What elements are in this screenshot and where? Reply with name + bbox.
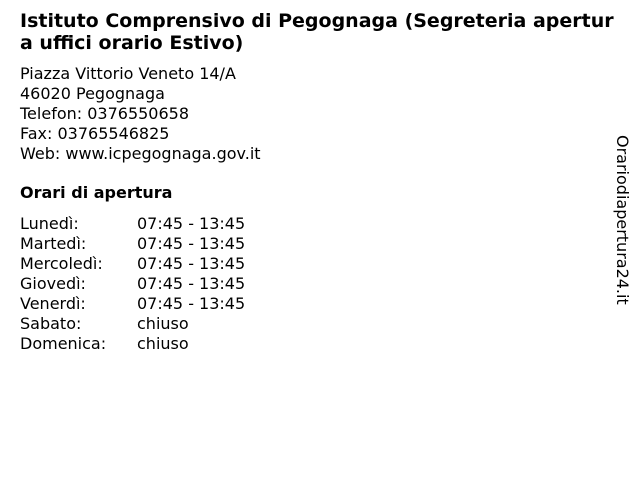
hours-row-sunday [20, 334, 245, 354]
time-range: 07:45 - 13:45 [137, 254, 246, 273]
opening-hours-table [20, 214, 245, 354]
hours-row-thursday [20, 274, 245, 294]
time-range: 07:45 - 13:45 [137, 214, 246, 233]
day-label: Venerdì: [20, 294, 86, 313]
fax-number: Fax: 03765546825 [20, 124, 170, 143]
hours-row-tuesday [20, 234, 245, 254]
website-link: Web: www.icpegognaga.gov.it [20, 144, 261, 163]
phone-number: Telefon: 0376550658 [20, 104, 190, 123]
time-range: 07:45 - 13:45 [137, 294, 246, 313]
opening-hours-heading: Orari di apertura [20, 183, 173, 202]
hours-row-saturday [20, 314, 245, 334]
time-range: chiuso [137, 314, 189, 333]
time-range: 07:45 - 13:45 [137, 234, 246, 253]
street-address: Piazza Vittorio Veneto 14/A [20, 64, 236, 83]
day-label: Martedì: [20, 234, 87, 253]
day-label: Sabato: [20, 314, 82, 333]
hours-row-monday [20, 214, 245, 234]
time-range: 07:45 - 13:45 [137, 274, 246, 293]
day-label: Giovedì: [20, 274, 86, 293]
day-label: Mercoledì: [20, 254, 103, 273]
contact-block [20, 64, 261, 164]
time-range: chiuso [137, 334, 189, 353]
postal-city: 46020 Pegognaga [20, 84, 165, 103]
hours-row-wednesday [20, 254, 245, 274]
hours-row-friday [20, 294, 245, 314]
day-label: Lunedì: [20, 214, 79, 233]
day-label: Domenica: [20, 334, 107, 353]
site-watermark: Orariodiapertura24.it [613, 135, 632, 305]
page-title: Istituto Comprensivo di Pegognaga (Segreteria apertura uffici orario Estivo) [20, 10, 614, 54]
